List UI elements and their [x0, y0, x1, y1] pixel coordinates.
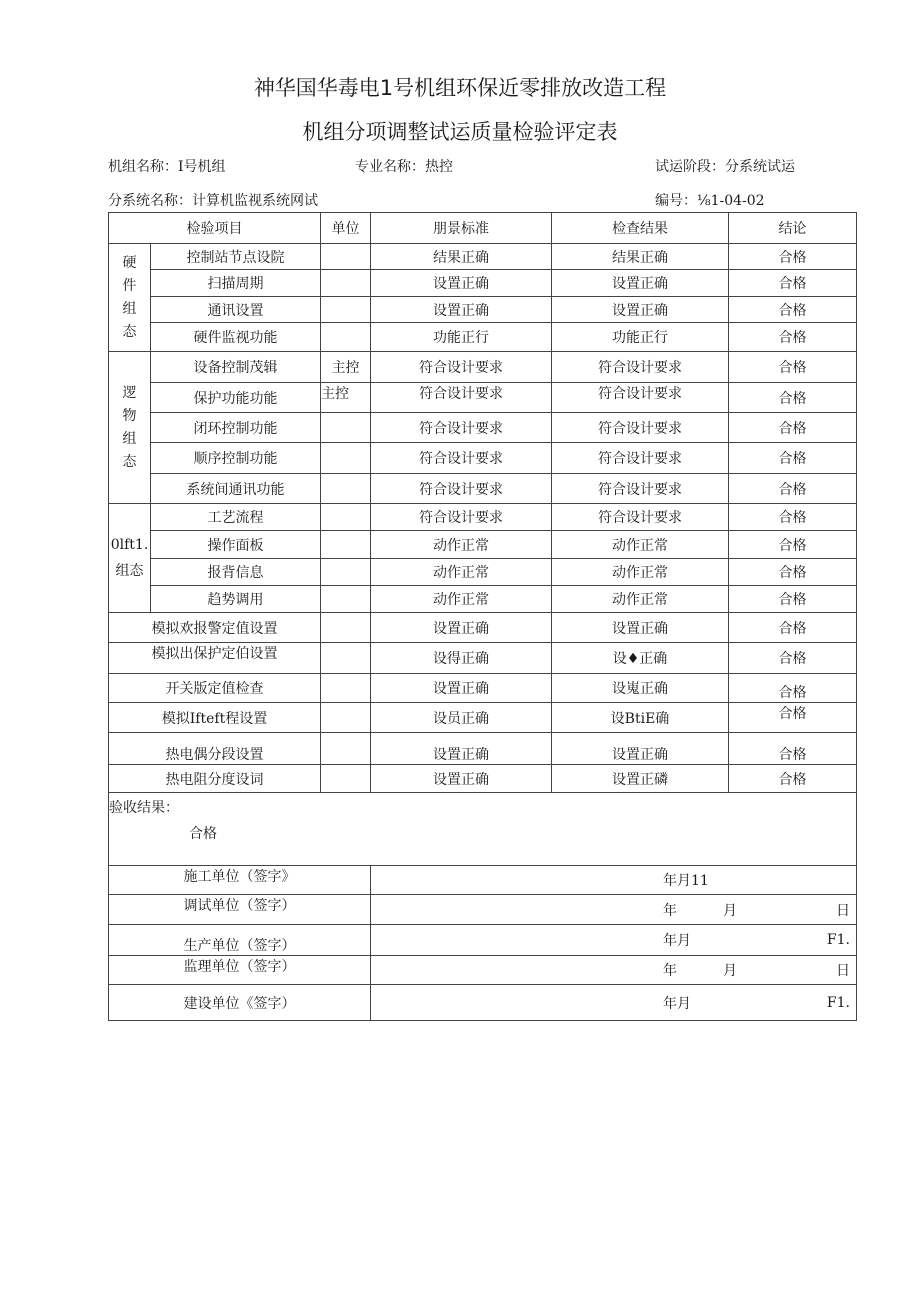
- signature-party: 建设单位《签字）: [109, 985, 371, 1021]
- item-cell: 硬件监视功能: [151, 323, 321, 352]
- col-item-header: 检验项目: [109, 213, 321, 244]
- unit-cell: [321, 270, 371, 297]
- unit-cell: [321, 643, 371, 674]
- conclusion-cell: 合格: [729, 703, 857, 733]
- item-cell: 模拟欢报警定值设置: [109, 613, 321, 643]
- conclusion-cell: 合格: [729, 323, 857, 352]
- standard-cell: 设置正确: [371, 733, 552, 765]
- result-cell: 设置正确: [552, 297, 729, 323]
- unit-cell: [321, 413, 371, 443]
- conclusion-cell: 合格: [729, 613, 857, 643]
- group-label-line1: 0lft1.: [110, 537, 149, 553]
- signature-party: 施工单位（签字》: [109, 866, 371, 895]
- unit-cell: [321, 297, 371, 323]
- unit-cell: [321, 733, 371, 765]
- result-cell: 符合设计要求: [552, 443, 729, 474]
- result-cell: 设♦正确: [552, 643, 729, 674]
- conclusion-cell: 合格: [729, 586, 857, 613]
- conclusion-cell: 合格: [729, 765, 857, 793]
- col-unit-header: 单位: [321, 213, 371, 244]
- signature-row: [109, 985, 857, 1021]
- unit-cell: [321, 531, 371, 559]
- unit-cell: 主控: [321, 383, 371, 413]
- conclusion-cell: 合格: [729, 674, 857, 703]
- result-cell: 符合设计要求: [552, 504, 729, 531]
- result-cell: 设置正磷: [552, 765, 729, 793]
- table-row: [109, 270, 857, 297]
- inspection-table: [108, 212, 857, 1021]
- result-cell: 动作正常: [552, 586, 729, 613]
- date-month: 月: [723, 902, 737, 919]
- conclusion-cell: 合格: [729, 474, 857, 504]
- signature-date: [371, 985, 857, 1021]
- result-cell: 设置正确: [552, 270, 729, 297]
- standard-cell: 设置正确: [371, 297, 552, 323]
- specialty-field: 专业名称：热控: [355, 159, 453, 175]
- acceptance-row: [109, 793, 857, 866]
- signature-date-text: 年月11: [663, 873, 709, 889]
- standard-cell: 符合设计要求: [371, 504, 552, 531]
- table-row: [109, 297, 857, 323]
- item-cell: 开关版定值检查: [109, 674, 321, 703]
- table-row: [109, 703, 857, 733]
- conclusion-cell: 合格: [729, 531, 857, 559]
- standard-cell: 动作正常: [371, 559, 552, 586]
- result-cell: 设置正确: [552, 613, 729, 643]
- result-cell: 设置正确: [552, 733, 729, 765]
- result-cell: 动作正常: [552, 531, 729, 559]
- result-cell: 功能正行: [552, 323, 729, 352]
- unit-cell: [321, 504, 371, 531]
- col-standard-header: 朋景标准: [371, 213, 552, 244]
- signature-row: [109, 866, 857, 895]
- unit-cell: [321, 703, 371, 733]
- standard-cell: 符合设计要求: [371, 352, 552, 383]
- signature-date: [371, 956, 857, 985]
- table-header-row: [109, 213, 857, 244]
- standard-cell: 设置正确: [371, 270, 552, 297]
- item-cell: 通讯设置: [151, 297, 321, 323]
- col-conclusion-header: 结论: [729, 213, 857, 244]
- date-year: 年: [663, 902, 677, 919]
- document-subtitle: 机组分项调整试运质量检验评定表: [302, 120, 618, 144]
- item-cell: 系统间通讯功能: [151, 474, 321, 504]
- table-row: [109, 559, 857, 586]
- standard-cell: 符合设计要求: [371, 413, 552, 443]
- date-day: 日: [836, 963, 850, 979]
- unit-cell: [321, 613, 371, 643]
- table-row: [109, 352, 857, 383]
- standard-cell: 符合设计要求: [371, 383, 552, 413]
- standard-cell: 设得正确: [371, 643, 552, 674]
- result-cell: 设BtiE确: [552, 703, 729, 733]
- table-row: [109, 733, 857, 765]
- item-cell: 扫描周期: [151, 270, 321, 297]
- standard-cell: 设员正确: [371, 703, 552, 733]
- item-cell: 热电阻分度设词: [109, 765, 321, 793]
- signature-row: [109, 895, 857, 925]
- unit-cell: [321, 586, 371, 613]
- standard-cell: 设置正确: [371, 765, 552, 793]
- table-row: [109, 244, 857, 270]
- acceptance-value: 合格: [189, 826, 217, 842]
- document-title: 神华国华毒电1号机组环保近零排放改造工程: [253, 76, 667, 100]
- conclusion-cell: 合格: [729, 244, 857, 270]
- result-cell: 符合设计要求: [552, 474, 729, 504]
- item-cell: 操作面板: [151, 531, 321, 559]
- unit-cell: [321, 674, 371, 703]
- standard-cell: 设置正确: [371, 613, 552, 643]
- unit-cell: [321, 474, 371, 504]
- result-cell: 设嵬正确: [552, 674, 729, 703]
- acceptance-cell: [109, 793, 857, 866]
- standard-cell: 符合设计要求: [371, 474, 552, 504]
- unit-cell: [321, 443, 371, 474]
- signature-party: 调试单位（签字）: [109, 895, 371, 925]
- table-row: [109, 586, 857, 613]
- group-label-hardware: 硬件组态: [109, 244, 151, 352]
- table-row: [109, 674, 857, 703]
- unit-cell: 主控: [321, 352, 371, 383]
- signature-date: [371, 925, 857, 956]
- item-cell: 模拟出保护定伯设置: [109, 643, 321, 674]
- col-result-header: 检查结果: [552, 213, 729, 244]
- conclusion-cell: 合格: [729, 270, 857, 297]
- item-cell: 热电偶分段设置: [109, 733, 321, 765]
- unit-cell: [321, 559, 371, 586]
- date-day: F1.: [826, 994, 850, 1011]
- table-row: [109, 323, 857, 352]
- table-row: [109, 443, 857, 474]
- result-cell: 符合设计要求: [552, 383, 729, 413]
- standard-cell: 功能正行: [371, 323, 552, 352]
- conclusion-cell: 合格: [729, 413, 857, 443]
- date-month: 月: [723, 963, 737, 979]
- unit-name-field: 机组名称：I号机组: [108, 159, 226, 175]
- conclusion-cell: 合格: [729, 643, 857, 674]
- date-year-month: 年月: [663, 933, 691, 949]
- item-cell: 设备控制茂辑: [151, 352, 321, 383]
- date-day: 日: [836, 902, 850, 919]
- unit-cell: [321, 765, 371, 793]
- table-row: [109, 765, 857, 793]
- date-day: F1.: [826, 932, 850, 948]
- group-label-display: [109, 504, 151, 613]
- table-row: [109, 531, 857, 559]
- conclusion-cell: 合格: [729, 443, 857, 474]
- subsystem-field: 分系统名称：计算机监视系统网试: [108, 193, 318, 209]
- item-cell: 报背信息: [151, 559, 321, 586]
- signature-row: [109, 925, 857, 956]
- unit-cell: [321, 244, 371, 270]
- result-cell: 结果正确: [552, 244, 729, 270]
- conclusion-cell: 合格: [729, 297, 857, 323]
- standard-cell: 设置正确: [371, 674, 552, 703]
- signature-party: 生产单位（签字）: [109, 925, 371, 956]
- item-cell: 控制站节点设院: [151, 244, 321, 270]
- result-cell: 动作正常: [552, 559, 729, 586]
- conclusion-cell: 合格: [729, 504, 857, 531]
- form-number: 编号：⅛1-04-02: [655, 193, 765, 209]
- table-row: [109, 413, 857, 443]
- table-row: [109, 474, 857, 504]
- signature-row: [109, 956, 857, 985]
- signature-date: [371, 866, 857, 895]
- date-year-month: 年月: [663, 995, 691, 1012]
- result-cell: 符合设计要求: [552, 413, 729, 443]
- group-label-line2: 组态: [115, 563, 144, 579]
- standard-cell: 动作正常: [371, 531, 552, 559]
- standard-cell: 结果正确: [371, 244, 552, 270]
- item-cell: 顺序控制功能: [151, 443, 321, 474]
- table-row: [109, 613, 857, 643]
- table-row: [109, 504, 857, 531]
- unit-cell: [321, 323, 371, 352]
- table-row: [109, 383, 857, 413]
- item-cell: 模拟Ifteft程设置: [109, 703, 321, 733]
- conclusion-cell: 合格: [729, 383, 857, 413]
- date-year: 年: [663, 963, 677, 979]
- acceptance-label: 验收结果：: [109, 800, 179, 816]
- standard-cell: 符合设计要求: [371, 443, 552, 474]
- item-cell: 趋势调用: [151, 586, 321, 613]
- signature-date: [371, 895, 857, 925]
- standard-cell: 动作正常: [371, 586, 552, 613]
- table-row: [109, 643, 857, 674]
- item-cell: 闭环控制功能: [151, 413, 321, 443]
- group-label-logic: 逻物组态: [109, 352, 151, 504]
- signature-party: 监理单位（签字）: [109, 956, 371, 985]
- stage-field: 试运阶段：分系统试运: [655, 159, 795, 175]
- conclusion-cell: 合格: [729, 559, 857, 586]
- item-cell: 保护功能功能: [151, 383, 321, 413]
- item-cell: 工艺流程: [151, 504, 321, 531]
- conclusion-cell: 合格: [729, 352, 857, 383]
- conclusion-cell: 合格: [729, 733, 857, 765]
- result-cell: 符合设计要求: [552, 352, 729, 383]
